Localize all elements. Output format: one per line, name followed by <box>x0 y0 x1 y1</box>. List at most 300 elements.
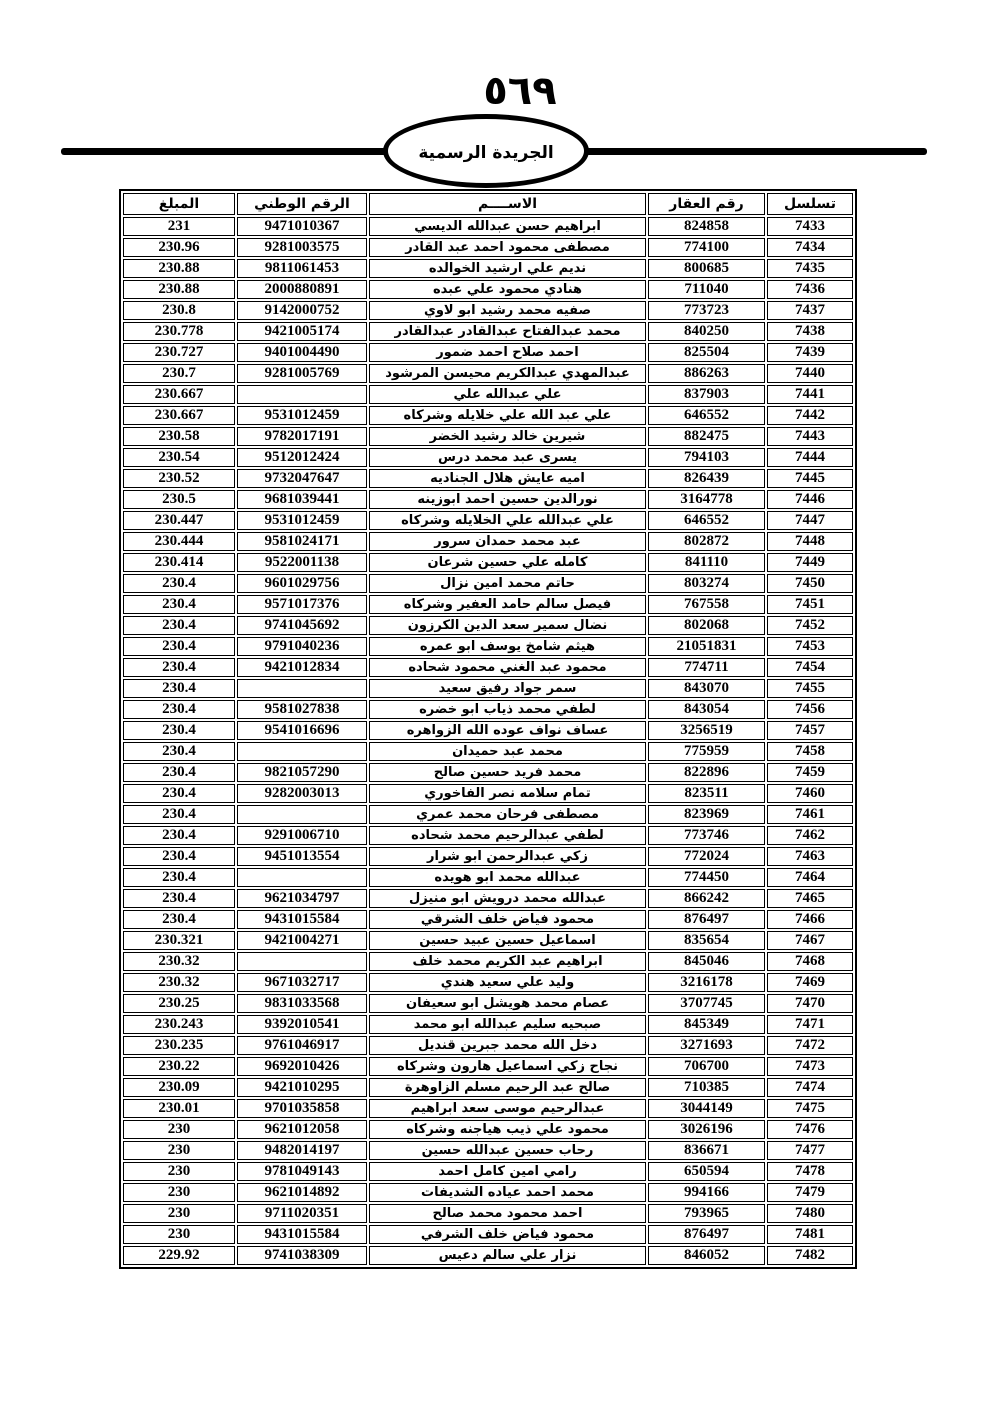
cell-national-id: 9671032717 <box>237 973 367 992</box>
table-row <box>123 1204 853 1223</box>
cell-amount: 230.4 <box>123 700 235 719</box>
cell-name: سمر جواد رفيق سعيد <box>369 679 646 698</box>
cell-name: لطفي عبدالرحيم محمد شحاده <box>369 826 646 845</box>
cell-property-number: 876497 <box>648 910 765 929</box>
cell-amount: 230.25 <box>123 994 235 1013</box>
cell-property-number: 794103 <box>648 448 765 467</box>
cell-amount: 230.778 <box>123 322 235 341</box>
cell-serial: 7477 <box>767 1141 853 1160</box>
cell-serial: 7437 <box>767 301 853 320</box>
table-row <box>123 301 853 320</box>
table-row <box>123 910 853 929</box>
cell-national-id: 9512012424 <box>237 448 367 467</box>
cell-serial: 7464 <box>767 868 853 887</box>
cell-amount: 230.4 <box>123 721 235 740</box>
cell-property-number: 3707745 <box>648 994 765 1013</box>
cell-amount: 230 <box>123 1225 235 1244</box>
cell-name: ابراهيم حسن عبدالله الديسي <box>369 217 646 236</box>
cell-property-number: 773746 <box>648 826 765 845</box>
cell-amount: 230.4 <box>123 910 235 929</box>
cell-national-id: 9421005174 <box>237 322 367 341</box>
table-row <box>123 826 853 845</box>
cell-property-number: 710385 <box>648 1078 765 1097</box>
cell-property-number: 3271693 <box>648 1036 765 1055</box>
cell-national-id <box>237 679 367 698</box>
table-row <box>123 280 853 299</box>
cell-name: علي عبدالله علي الخلايله وشركاه <box>369 511 646 530</box>
cell-national-id: 9571017376 <box>237 595 367 614</box>
cell-amount: 230.96 <box>123 238 235 257</box>
cell-national-id: 9782017191 <box>237 427 367 446</box>
cell-name: تمام سلامه نصر الفاخوري <box>369 784 646 803</box>
cell-property-number: 886263 <box>648 364 765 383</box>
cell-national-id: 9482014197 <box>237 1141 367 1160</box>
cell-amount: 230.58 <box>123 427 235 446</box>
header-national-id: الرقم الوطني <box>237 193 367 215</box>
cell-serial: 7466 <box>767 910 853 929</box>
cell-national-id: 9741038309 <box>237 1246 367 1265</box>
cell-serial: 7473 <box>767 1057 853 1076</box>
cell-national-id: 9471010367 <box>237 217 367 236</box>
cell-name: علي عبدالله علي <box>369 385 646 404</box>
cell-serial: 7455 <box>767 679 853 698</box>
table-row <box>123 952 853 971</box>
cell-serial: 7456 <box>767 700 853 719</box>
cell-national-id: 9581024171 <box>237 532 367 551</box>
cell-amount: 230.4 <box>123 637 235 656</box>
cell-serial: 7434 <box>767 238 853 257</box>
cell-property-number: 802068 <box>648 616 765 635</box>
cell-amount: 230.54 <box>123 448 235 467</box>
cell-national-id <box>237 952 367 971</box>
cell-amount: 230.243 <box>123 1015 235 1034</box>
table-row <box>123 1057 853 1076</box>
table-row <box>123 1225 853 1244</box>
cell-name: اسماعيل حسين عبيد حسين <box>369 931 646 950</box>
table-row <box>123 448 853 467</box>
cell-serial: 7468 <box>767 952 853 971</box>
table-header-row <box>123 193 853 215</box>
cell-national-id: 9821057290 <box>237 763 367 782</box>
cell-national-id: 9621034797 <box>237 889 367 908</box>
cell-amount: 230.4 <box>123 742 235 761</box>
cell-serial: 7463 <box>767 847 853 866</box>
cell-name: نورالدين حسين احمد ابوزينه <box>369 490 646 509</box>
cell-serial: 7480 <box>767 1204 853 1223</box>
cell-serial: 7482 <box>767 1246 853 1265</box>
cell-property-number: 802872 <box>648 532 765 551</box>
cell-amount: 230.32 <box>123 952 235 971</box>
cell-amount: 230.8 <box>123 301 235 320</box>
cell-property-number: 823511 <box>648 784 765 803</box>
cell-amount: 230.4 <box>123 658 235 677</box>
table-row <box>123 238 853 257</box>
table-row <box>123 868 853 887</box>
cell-name: عصام محمد هويشل ابو سعيفان <box>369 994 646 1013</box>
cell-property-number: 775959 <box>648 742 765 761</box>
cell-national-id <box>237 385 367 404</box>
table-row <box>123 1162 853 1181</box>
cell-property-number: 3044149 <box>648 1099 765 1118</box>
cell-property-number: 774100 <box>648 238 765 257</box>
cell-name: محمود فياض خلف الشرقي <box>369 910 646 929</box>
cell-serial: 7440 <box>767 364 853 383</box>
table-row <box>123 1099 853 1118</box>
cell-name: فيصل سالم حامد العفير وشركاه <box>369 595 646 614</box>
cell-property-number: 841110 <box>648 553 765 572</box>
cell-serial: 7471 <box>767 1015 853 1034</box>
cell-name: يسرى عبد محمد درس <box>369 448 646 467</box>
table-row <box>123 532 853 551</box>
cell-property-number: 774450 <box>648 868 765 887</box>
table-row <box>123 1078 853 1097</box>
cell-serial: 7457 <box>767 721 853 740</box>
cell-national-id: 9692010426 <box>237 1057 367 1076</box>
cell-serial: 7470 <box>767 994 853 1013</box>
table-row <box>123 721 853 740</box>
cell-serial: 7453 <box>767 637 853 656</box>
cell-name: عساف نواف عوده الله الزواهره <box>369 721 646 740</box>
cell-serial: 7476 <box>767 1120 853 1139</box>
cell-national-id: 9701035858 <box>237 1099 367 1118</box>
cell-amount: 230.01 <box>123 1099 235 1118</box>
cell-national-id: 2000880891 <box>237 280 367 299</box>
cell-amount: 230 <box>123 1141 235 1160</box>
table-row <box>123 679 853 698</box>
cell-name: لطفي محمد ذياب ابو خضره <box>369 700 646 719</box>
cell-name: صبحيه سليم عبدالله ابو محمد <box>369 1015 646 1034</box>
table-row <box>123 490 853 509</box>
cell-national-id: 9531012459 <box>237 406 367 425</box>
cell-serial: 7433 <box>767 217 853 236</box>
table-row <box>123 1246 853 1265</box>
table-row <box>123 973 853 992</box>
cell-property-number: 826439 <box>648 469 765 488</box>
cell-property-number: 646552 <box>648 511 765 530</box>
cell-national-id: 9761046917 <box>237 1036 367 1055</box>
cell-serial: 7469 <box>767 973 853 992</box>
cell-amount: 230.727 <box>123 343 235 362</box>
table-row <box>123 700 853 719</box>
cell-serial: 7459 <box>767 763 853 782</box>
cell-amount: 230.09 <box>123 1078 235 1097</box>
table-row <box>123 322 853 341</box>
cell-amount: 230.4 <box>123 679 235 698</box>
cell-property-number: 3026196 <box>648 1120 765 1139</box>
cell-serial: 7462 <box>767 826 853 845</box>
table-row <box>123 742 853 761</box>
cell-name: علي عبد الله علي خلايله وشركاه <box>369 406 646 425</box>
cell-national-id: 9601029756 <box>237 574 367 593</box>
cell-name: شيرين خالد رشيد الخضر <box>369 427 646 446</box>
cell-name: محمد عبدالفتاح عبدالقادر عبدالقادر <box>369 322 646 341</box>
cell-serial: 7442 <box>767 406 853 425</box>
table-row <box>123 1183 853 1202</box>
cell-name: زكي عبدالرحمن ابو شرار <box>369 847 646 866</box>
cell-name: دخل الله محمد جبرين قنديل <box>369 1036 646 1055</box>
cell-amount: 230.235 <box>123 1036 235 1055</box>
cell-serial: 7478 <box>767 1162 853 1181</box>
cell-name: عبدالمهدي عبدالكريم محيسن المرشود <box>369 364 646 383</box>
header-amount: المبلغ <box>123 193 235 215</box>
cell-name: كامله علي حسين شرعان <box>369 553 646 572</box>
cell-name: عبدالله محمد درويش ابو منيزل <box>369 889 646 908</box>
cell-property-number: 845046 <box>648 952 765 971</box>
cell-property-number: 846052 <box>648 1246 765 1265</box>
table-row <box>123 469 853 488</box>
cell-serial: 7461 <box>767 805 853 824</box>
table-row <box>123 847 853 866</box>
table-row <box>123 616 853 635</box>
cell-amount: 230 <box>123 1120 235 1139</box>
cell-name: صالح عبد الرحيم مسلم الزاوهرة <box>369 1078 646 1097</box>
cell-national-id: 9451013554 <box>237 847 367 866</box>
cell-amount: 230.667 <box>123 385 235 404</box>
cell-national-id: 9142000752 <box>237 301 367 320</box>
table-row <box>123 595 853 614</box>
table-row <box>123 553 853 572</box>
cell-name: رحاب حسين عبدالله حسين <box>369 1141 646 1160</box>
table-row <box>123 931 853 950</box>
table-row <box>123 511 853 530</box>
cell-serial: 7451 <box>767 595 853 614</box>
cell-name: محمد احمد عياده الشديفات <box>369 1183 646 1202</box>
table-row <box>123 1120 853 1139</box>
cell-amount: 230.444 <box>123 532 235 551</box>
cell-national-id: 9281003575 <box>237 238 367 257</box>
cell-national-id: 9522001138 <box>237 553 367 572</box>
cell-amount: 230.667 <box>123 406 235 425</box>
table-row <box>123 784 853 803</box>
cell-national-id: 9711020351 <box>237 1204 367 1223</box>
cell-national-id <box>237 805 367 824</box>
cell-national-id: 9741045692 <box>237 616 367 635</box>
table-row <box>123 217 853 236</box>
cell-property-number: 3256519 <box>648 721 765 740</box>
cell-amount: 230.4 <box>123 784 235 803</box>
cell-name: هيثم شامخ يوسف ابو عمره <box>369 637 646 656</box>
cell-serial: 7438 <box>767 322 853 341</box>
cell-name: عبد محمد حمدان سرور <box>369 532 646 551</box>
cell-serial: 7435 <box>767 259 853 278</box>
cell-name: ابراهيم عبد الكريم محمد خلف <box>369 952 646 971</box>
cell-property-number: 835654 <box>648 931 765 950</box>
cell-serial: 7474 <box>767 1078 853 1097</box>
cell-property-number: 3216178 <box>648 973 765 992</box>
cell-property-number: 822896 <box>648 763 765 782</box>
cell-serial: 7460 <box>767 784 853 803</box>
table-row <box>123 427 853 446</box>
table-row <box>123 574 853 593</box>
cell-amount: 230.7 <box>123 364 235 383</box>
table-row <box>123 805 853 824</box>
cell-serial: 7439 <box>767 343 853 362</box>
cell-amount: 230 <box>123 1162 235 1181</box>
cell-name: نضال سمير سعد الدين الكرزون <box>369 616 646 635</box>
cell-name: عبدالرحيم موسى سعد ابراهيم <box>369 1099 646 1118</box>
cell-serial: 7479 <box>767 1183 853 1202</box>
cell-name: اميه عايش هلال الجناديه <box>369 469 646 488</box>
cell-property-number: 767558 <box>648 595 765 614</box>
cell-amount: 230.22 <box>123 1057 235 1076</box>
cell-serial: 7481 <box>767 1225 853 1244</box>
cell-national-id: 9421012834 <box>237 658 367 677</box>
table-row <box>123 1141 853 1160</box>
cell-national-id: 9781049143 <box>237 1162 367 1181</box>
cell-property-number: 773723 <box>648 301 765 320</box>
cell-name: مصطفى فرحان محمد عمري <box>369 805 646 824</box>
cell-national-id: 9392010541 <box>237 1015 367 1034</box>
cell-property-number: 824858 <box>648 217 765 236</box>
cell-amount: 230.4 <box>123 805 235 824</box>
cell-name: مصطفى محمود احمد عبد القادر <box>369 238 646 257</box>
cell-property-number: 706700 <box>648 1057 765 1076</box>
header-serial: تسلسل <box>767 193 853 215</box>
cell-amount: 230.88 <box>123 259 235 278</box>
records-table <box>119 189 857 1269</box>
cell-national-id: 9431015584 <box>237 1225 367 1244</box>
cell-name: عبدالله محمد ابو هويده <box>369 868 646 887</box>
cell-amount: 230.4 <box>123 574 235 593</box>
table-row <box>123 364 853 383</box>
cell-serial: 7452 <box>767 616 853 635</box>
cell-name: نجاح زكي اسماعيل هارون وشركاه <box>369 1057 646 1076</box>
cell-serial: 7444 <box>767 448 853 467</box>
cell-amount: 230.447 <box>123 511 235 530</box>
cell-national-id: 9291006710 <box>237 826 367 845</box>
cell-amount: 230.321 <box>123 931 235 950</box>
cell-property-number: 650594 <box>648 1162 765 1181</box>
cell-name: نزار علي سالم دعيس <box>369 1246 646 1265</box>
header-name: الاســــم <box>369 193 646 215</box>
cell-serial: 7446 <box>767 490 853 509</box>
cell-national-id: 9621012058 <box>237 1120 367 1139</box>
cell-property-number: 793965 <box>648 1204 765 1223</box>
cell-serial: 7445 <box>767 469 853 488</box>
cell-property-number: 711040 <box>648 280 765 299</box>
cell-property-number: 21051831 <box>648 637 765 656</box>
table-row <box>123 637 853 656</box>
page-number: ٥٦٩ <box>483 68 557 114</box>
cell-property-number: 823969 <box>648 805 765 824</box>
cell-name: محمود علي ذيب هياجنه وشركاه <box>369 1120 646 1139</box>
cell-national-id: 9282003013 <box>237 784 367 803</box>
cell-amount: 230.32 <box>123 973 235 992</box>
cell-property-number: 836671 <box>648 1141 765 1160</box>
cell-name: صفيه محمد رشيد ابو لاوي <box>369 301 646 320</box>
cell-property-number: 994166 <box>648 1183 765 1202</box>
header-property-number: رقم العقار <box>648 193 765 215</box>
cell-amount: 231 <box>123 217 235 236</box>
cell-amount: 230.4 <box>123 595 235 614</box>
cell-property-number: 840250 <box>648 322 765 341</box>
cell-property-number: 772024 <box>648 847 765 866</box>
cell-name: محمود فياض خلف الشرفي <box>369 1225 646 1244</box>
table-row <box>123 658 853 677</box>
cell-amount: 230.4 <box>123 847 235 866</box>
cell-serial: 7450 <box>767 574 853 593</box>
cell-serial: 7449 <box>767 553 853 572</box>
cell-amount: 230.4 <box>123 763 235 782</box>
cell-serial: 7472 <box>767 1036 853 1055</box>
cell-national-id <box>237 868 367 887</box>
table-row <box>123 385 853 404</box>
cell-amount: 230.52 <box>123 469 235 488</box>
cell-national-id: 9791040236 <box>237 637 367 656</box>
cell-amount: 230.4 <box>123 616 235 635</box>
cell-national-id: 9421010295 <box>237 1078 367 1097</box>
cell-name: احمد محمود محمد صالح <box>369 1204 646 1223</box>
cell-national-id: 9732047647 <box>237 469 367 488</box>
cell-national-id: 9541016696 <box>237 721 367 740</box>
cell-name: هنادي محمود علي عبده <box>369 280 646 299</box>
cell-serial: 7447 <box>767 511 853 530</box>
cell-name: حاتم محمد امين نزال <box>369 574 646 593</box>
table-row <box>123 889 853 908</box>
cell-national-id: 9681039441 <box>237 490 367 509</box>
cell-national-id: 9621014892 <box>237 1183 367 1202</box>
cell-property-number: 845349 <box>648 1015 765 1034</box>
cell-property-number: 800685 <box>648 259 765 278</box>
cell-amount: 230.5 <box>123 490 235 509</box>
cell-national-id: 9581027838 <box>237 700 367 719</box>
cell-serial: 7443 <box>767 427 853 446</box>
cell-national-id: 9401004490 <box>237 343 367 362</box>
cell-serial: 7458 <box>767 742 853 761</box>
gazette-banner-ellipse <box>383 114 589 188</box>
table-body <box>123 217 853 1265</box>
cell-property-number: 882475 <box>648 427 765 446</box>
cell-property-number: 774711 <box>648 658 765 677</box>
table-row <box>123 406 853 425</box>
cell-serial: 7441 <box>767 385 853 404</box>
cell-national-id: 9831033568 <box>237 994 367 1013</box>
cell-name: محمد فريد حسين صالح <box>369 763 646 782</box>
cell-amount: 230.4 <box>123 826 235 845</box>
gazette-banner-title: الجريدة الرسمية <box>418 143 554 163</box>
table-row <box>123 763 853 782</box>
cell-property-number: 803274 <box>648 574 765 593</box>
cell-serial: 7475 <box>767 1099 853 1118</box>
cell-property-number: 825504 <box>648 343 765 362</box>
table-row <box>123 1015 853 1034</box>
cell-name: احمد صلاح احمد ضمور <box>369 343 646 362</box>
cell-name: محمود عبد الغني محمود شحاده <box>369 658 646 677</box>
table-row <box>123 1036 853 1055</box>
cell-property-number: 866242 <box>648 889 765 908</box>
cell-serial: 7436 <box>767 280 853 299</box>
cell-amount: 230 <box>123 1183 235 1202</box>
cell-property-number: 646552 <box>648 406 765 425</box>
cell-property-number: 843054 <box>648 700 765 719</box>
cell-serial: 7467 <box>767 931 853 950</box>
cell-amount: 230.414 <box>123 553 235 572</box>
cell-property-number: 837903 <box>648 385 765 404</box>
cell-property-number: 3164778 <box>648 490 765 509</box>
cell-amount: 230 <box>123 1204 235 1223</box>
table-row <box>123 343 853 362</box>
table-row <box>123 994 853 1013</box>
cell-name: محمد عبد حميدان <box>369 742 646 761</box>
cell-national-id <box>237 742 367 761</box>
cell-national-id: 9421004271 <box>237 931 367 950</box>
cell-property-number: 876497 <box>648 1225 765 1244</box>
cell-amount: 230.88 <box>123 280 235 299</box>
cell-amount: 230.4 <box>123 868 235 887</box>
cell-name: رامي امين كامل احمد <box>369 1162 646 1181</box>
cell-national-id: 9281005769 <box>237 364 367 383</box>
cell-name: نديم علي ارشيد الخوالده <box>369 259 646 278</box>
